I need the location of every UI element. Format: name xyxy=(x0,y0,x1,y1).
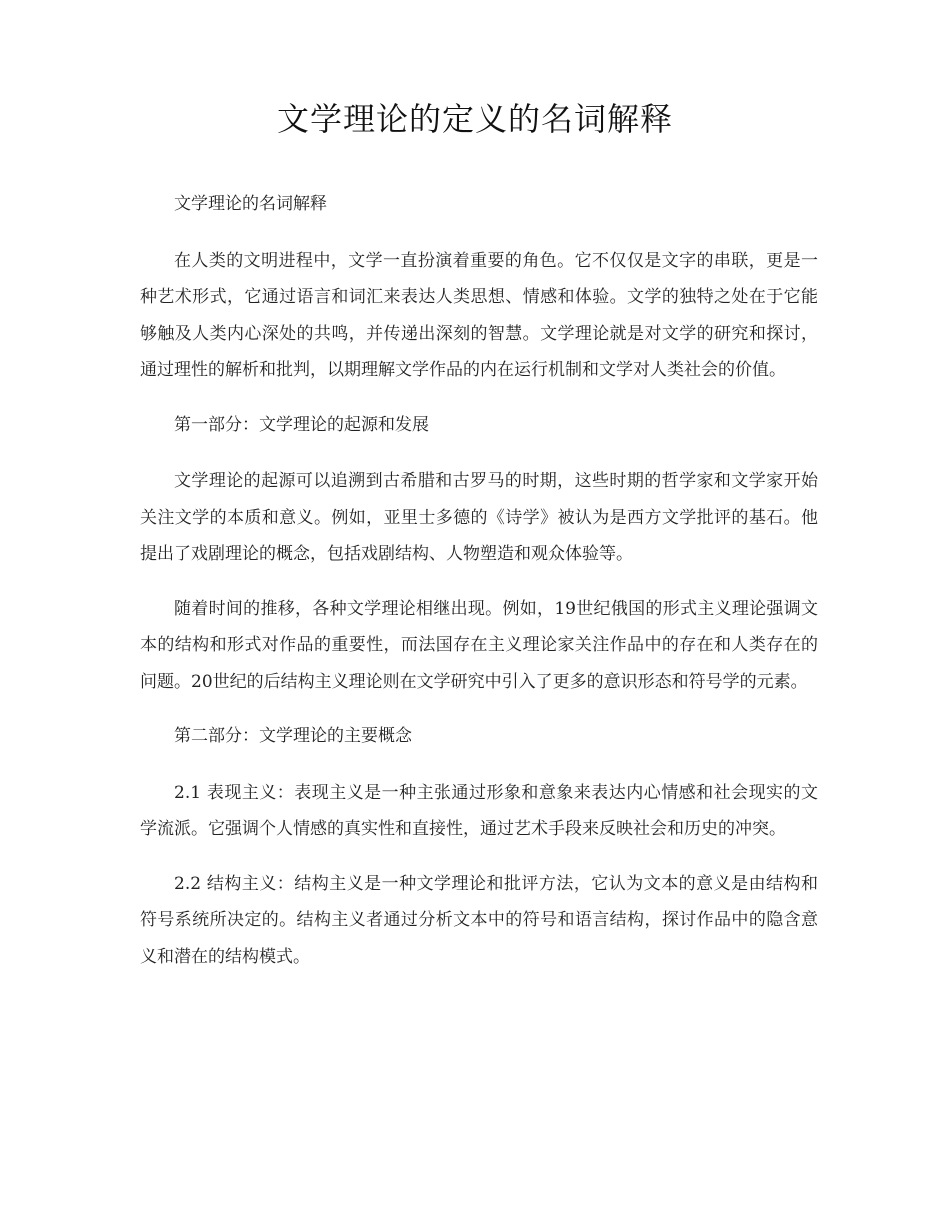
section-2-item-2: 2.2 结构主义：结构主义是一种文学理论和批评方法，它认为文本的意义是由结构和符号系统所决定的。结构主义者通过分析文本中的符号和语言结构，探讨作品中的隐含意义和潜在的结构模式。 xyxy=(140,873,818,967)
page-title: 文学理论的定义的名词解释 xyxy=(276,100,673,138)
section-2-heading: 第二部分：文学理论的主要概念 xyxy=(174,726,412,746)
section-2-item-1: 2.1 表现主义：表现主义是一种主张通过形象和意象来表达内心情感和社会现实的文学流派。它强调个人情感的真实性和直接性，通过艺术手段来反映社会和历史的冲突。 xyxy=(140,782,818,839)
section-1-paragraph-1: 文学理论的起源可以追溯到古希腊和古罗马的时期，这些时期的哲学家和文学家开始关注文学的本质和意义。例如，亚里士多德的《诗学》被认为是西方文学批评的基石。他提出了戏剧理论的概念，包括戏剧结构、人物塑造和观众体验等。 xyxy=(140,471,818,564)
section-1-paragraph-2: 随着时间的推移，各种文学理论相继出现。例如，19世纪俄国的形式主义理论强调文本的结构和形式对作品的重要性，而法国存在主义理论家关注作品中的存在和人类存在的问题。20世纪的后结构主义理论则在文学研究中引入了更多的意识形态和符号学的元素。 xyxy=(140,598,818,692)
subtitle: 文学理论的名词解释 xyxy=(174,194,327,214)
document-body xyxy=(140,186,818,993)
intro-paragraph: 在人类的文明进程中，文学一直扮演着重要的角色。它不仅仅是文字的串联，更是一种艺术形式，它通过语言和词汇来表达人类思想、情感和体验。文学的独特之处在于它能够触及人类内心深处的共鸣，并传递出深刻的智慧。文学理论就是对文学的研究和探讨，通过理性的解析和批判，以期理解文学作品的内在运行机制和文学对人类社会的价值。 xyxy=(140,250,818,380)
section-1-heading: 第一部分：文学理论的起源和发展 xyxy=(174,414,429,435)
